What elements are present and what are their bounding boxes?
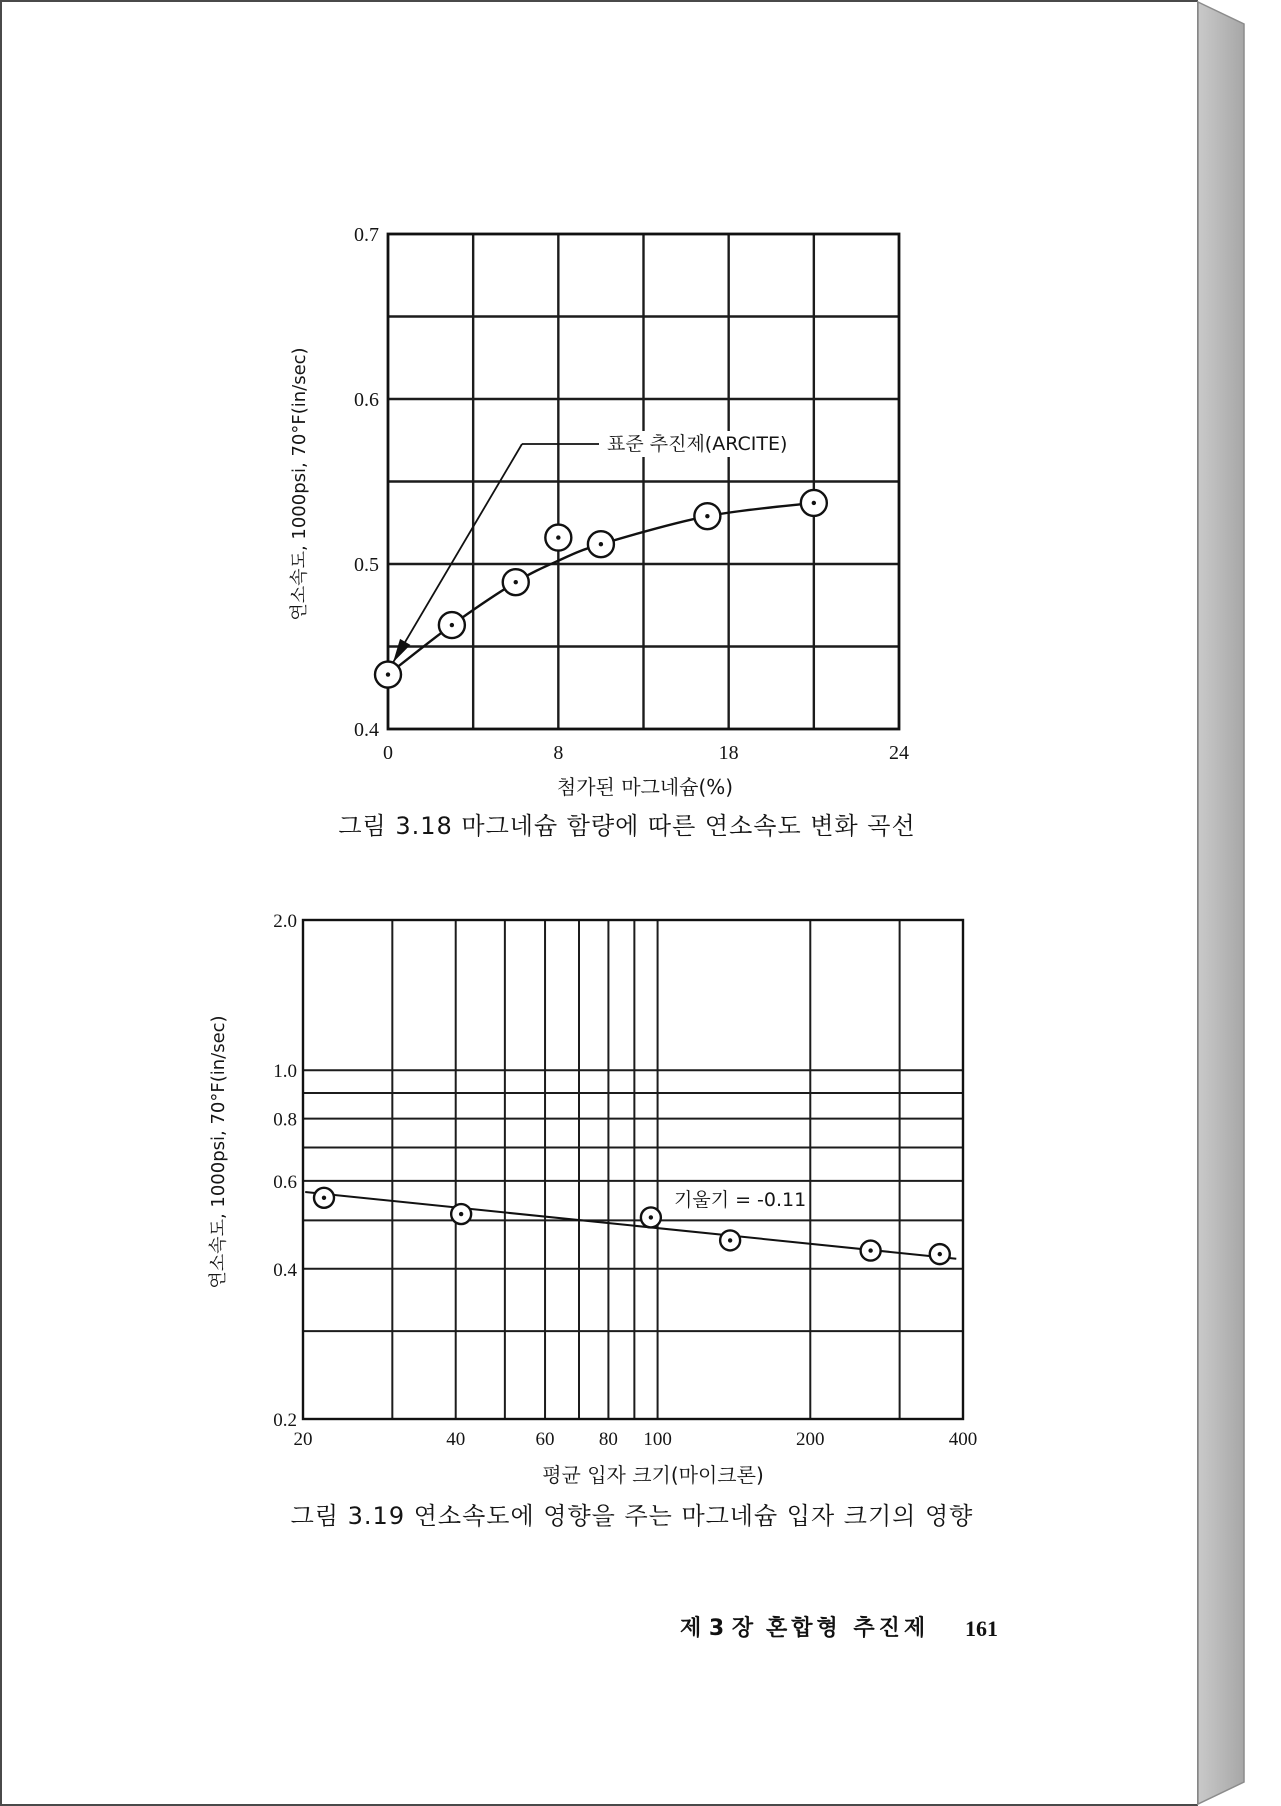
x-tick-label: 200 [796, 1429, 825, 1450]
grid-layer [303, 920, 963, 1419]
y-tick-label: 1.0 [273, 1061, 297, 1083]
data-point [451, 1204, 471, 1224]
footer-page-number: 161 [965, 1616, 998, 1641]
data-point [503, 569, 529, 595]
chart-magnesium-content [289, 224, 909, 799]
data-point-center-dot [812, 501, 816, 505]
data-point [588, 531, 614, 557]
data-point [694, 503, 720, 529]
x-tick-label: 18 [718, 742, 739, 764]
data-point-center-dot [556, 535, 560, 539]
data-point-center-dot [459, 1212, 463, 1216]
x-axis-title: 첨가된 마그네슘(%) [556, 775, 734, 799]
y-tick-label: 2.0 [273, 911, 297, 932]
data-point-center-dot [649, 1215, 653, 1219]
y-tick-label: 0.4 [354, 719, 379, 741]
page-edge-shadow [1198, 2, 1244, 1804]
tick-label-layer [354, 224, 909, 764]
x-tick-label: 20 [293, 1429, 313, 1450]
y-tick-label: 0.2 [273, 1410, 297, 1431]
footer-chapter: 제 3 장 [680, 1616, 754, 1641]
y-tick-label: 0.7 [354, 224, 379, 246]
trend-curve [388, 503, 814, 675]
y-tick-label: 0.4 [273, 1259, 297, 1281]
y-tick-label: 0.8 [273, 1109, 297, 1131]
figure-caption-3-19: 그림 3.19 연소속도에 영향을 주는 마그네슘 입자 크기의 영향 [290, 1502, 974, 1530]
data-point-center-dot [868, 1248, 872, 1252]
chart-particle-size [208, 911, 977, 1487]
x-tick-label: 80 [598, 1429, 618, 1450]
data-point-center-dot [386, 672, 390, 676]
data-point-center-dot [728, 1238, 732, 1242]
data-point-center-dot [599, 542, 603, 546]
data-point [930, 1244, 950, 1264]
x-tick-label: 0 [383, 742, 393, 764]
data-point [545, 525, 571, 551]
x-tick-label: 24 [889, 742, 909, 764]
data-point-center-dot [938, 1252, 942, 1256]
data-point-center-dot [514, 580, 518, 584]
data-point [641, 1207, 661, 1227]
y-axis-title: 연소속도, 1000psi, 70°F(in/sec) [289, 347, 310, 621]
footer-chapter-title: 혼합형 추진제 [766, 1616, 930, 1641]
x-tick-label: 40 [446, 1429, 466, 1450]
fit-line-layer [305, 1192, 956, 1259]
x-tick-label: 400 [948, 1429, 978, 1450]
annotation-standard-propellant: 표준 추진제(ARCITE) [607, 433, 788, 455]
data-point-center-dot [450, 623, 454, 627]
y-tick-label: 0.6 [273, 1171, 297, 1193]
y-axis-title: 연소속도, 1000psi, 70°F(in/sec) [208, 1015, 229, 1289]
data-point [720, 1230, 740, 1250]
x-tick-label: 60 [535, 1429, 555, 1450]
data-point [314, 1188, 334, 1208]
fit-line [305, 1192, 956, 1259]
data-point [861, 1241, 881, 1261]
x-tick-label: 8 [553, 742, 564, 764]
marker-layer [375, 490, 827, 688]
data-point-center-dot [322, 1196, 326, 1200]
x-axis-title: 평균 입자 크기(마이크론) [542, 1463, 764, 1487]
y-tick-label: 0.6 [354, 389, 379, 411]
annotation-slope: 기울기 = -0.11 [674, 1189, 807, 1211]
data-point [801, 490, 827, 516]
data-point [439, 612, 465, 638]
plot-frame [303, 920, 963, 1419]
x-tick-label: 100 [643, 1429, 672, 1450]
curve-layer [388, 503, 814, 675]
y-tick-label: 0.5 [354, 554, 379, 576]
figure-caption-3-18: 그림 3.18 마그네슘 함량에 따른 연소속도 변화 곡선 [338, 812, 916, 840]
grid-layer [388, 234, 899, 729]
data-point [375, 662, 401, 688]
data-point-center-dot [705, 514, 709, 518]
